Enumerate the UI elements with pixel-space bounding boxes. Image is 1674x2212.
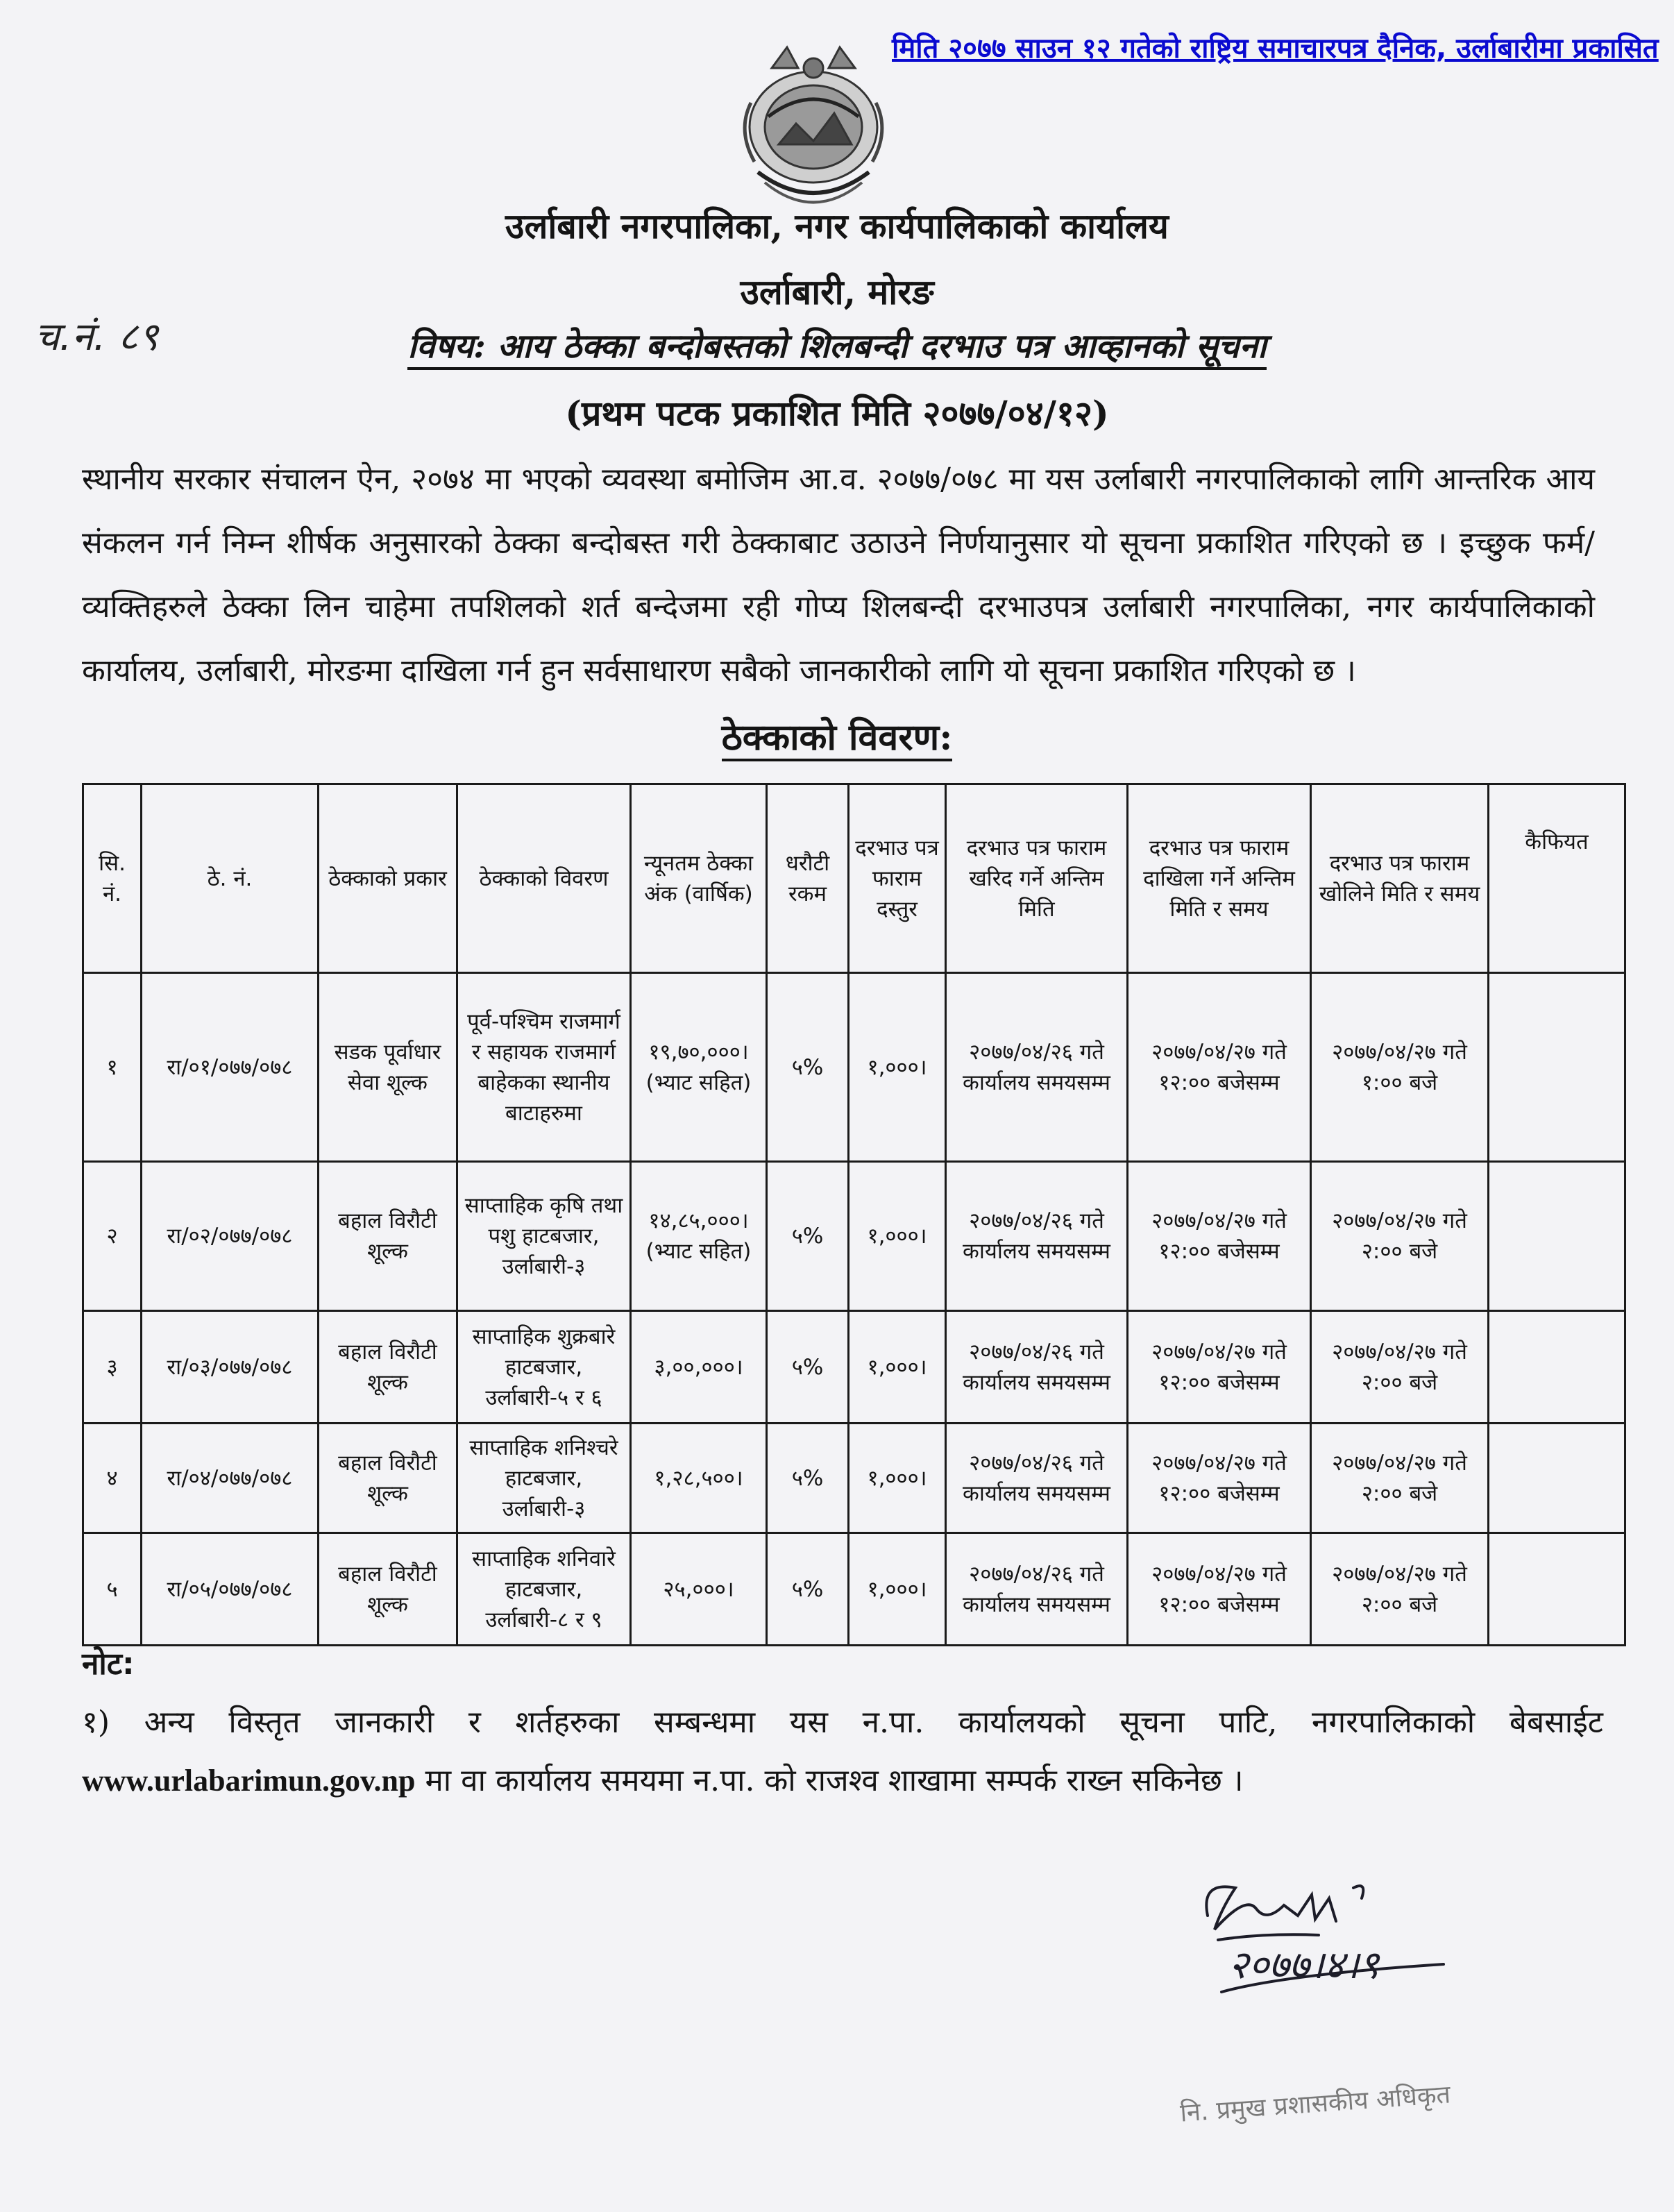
cell-submit-deadline: २०७७/०४/२७ गते १२:०० बजेसम्म — [1128, 973, 1311, 1162]
cell-opening-date: २०७७/०४/२७ गते २:०० बजे — [1311, 1162, 1489, 1311]
cell-contract-no: रा/०२/०७७/०७८ — [142, 1162, 319, 1311]
cell-type: सडक पूर्वाधार सेवा शूल्क — [319, 973, 457, 1162]
cell-remarks — [1489, 973, 1625, 1162]
cell-opening-date: २०७७/०४/२७ गते २:०० बजे — [1311, 1311, 1489, 1424]
publication-note: मिति २०७७ साउन १२ गतेको राष्ट्रिय समाचारपत्र दैनिक, उर्लाबारीमा प्रकासित — [892, 33, 1659, 65]
cell-opening-date: २०७७/०४/२७ गते २:०० बजे — [1311, 1533, 1489, 1646]
cell-sn: १ — [83, 973, 142, 1162]
cell-purchase-deadline: २०७७/०४/२६ गते कार्यालय समयसम्म — [946, 973, 1128, 1162]
cell-min-amount: ३,००,०००। — [631, 1311, 767, 1424]
cell-min-amount: १,२८,५००। — [631, 1424, 767, 1533]
contract-table — [82, 783, 1626, 1646]
cell-deposit: ५% — [767, 1424, 849, 1533]
signature-icon — [1180, 1867, 1471, 2020]
cell-sn: ५ — [83, 1533, 142, 1646]
table-title — [0, 711, 1674, 761]
cell-sn: ३ — [83, 1311, 142, 1424]
cell-contract-no: रा/०५/०७७/०७८ — [142, 1533, 319, 1646]
cell-submit-deadline: २०७७/०४/२७ गते १२:०० बजेसम्म — [1128, 1311, 1311, 1424]
office-name: उर्लाबारी नगरपालिका, नगर कार्यपालिकाको कार्यालय — [505, 205, 1169, 246]
col-header-type: ठेक्काको प्रकार — [319, 784, 457, 973]
cell-type: बहाल विरौटी शूल्क — [319, 1424, 457, 1533]
cell-type: बहाल विरौटी शूल्क — [319, 1533, 457, 1646]
cell-submit-deadline: २०७७/०४/२७ गते १२:०० बजेसम्म — [1128, 1533, 1311, 1646]
cell-remarks — [1489, 1424, 1625, 1533]
cell-remarks — [1489, 1311, 1625, 1424]
cell-type: बहाल विरौटी शूल्क — [319, 1162, 457, 1311]
table-row — [83, 1162, 1625, 1311]
cell-deposit: ५% — [767, 1162, 849, 1311]
table-header-row — [83, 784, 1625, 973]
cell-submit-deadline: २०७७/०४/२७ गते १२:०० बजेसम्म — [1128, 1162, 1311, 1311]
cell-purchase-deadline: २०७७/०४/२६ गते कार्यालय समयसम्म — [946, 1311, 1128, 1424]
col-header-remarks: कैफियत — [1489, 784, 1625, 973]
handwritten-date: २०७७।४।९ — [1228, 1943, 1380, 1988]
cell-opening-date: २०७७/०४/२७ गते १:०० बजे — [1311, 973, 1489, 1162]
table-row — [83, 1424, 1625, 1533]
cell-description: साप्ताहिक शनिश्चरे हाटबजार, उर्लाबारी-३ — [457, 1424, 631, 1533]
note-number: १) — [82, 1705, 110, 1740]
cell-submit-deadline: २०७७/०४/२७ गते १२:०० बजेसम्म — [1128, 1424, 1311, 1533]
cell-contract-no: रा/०४/०७७/०७८ — [142, 1424, 319, 1533]
note-item — [82, 1694, 1603, 1810]
cell-sn: ४ — [83, 1424, 142, 1533]
cell-remarks — [1489, 1533, 1625, 1646]
cell-purchase-deadline: २०७७/०४/२६ गते कार्यालय समयसम्म — [946, 1533, 1128, 1646]
cell-form-fee: १,०००। — [849, 1533, 946, 1646]
col-header-purchase-deadline: दरभाउ पत्र फाराम खरिद गर्ने अन्तिम मिति — [946, 784, 1128, 973]
cell-deposit: ५% — [767, 1311, 849, 1424]
handwritten-reference: च.नं. ८९ — [35, 314, 159, 360]
office-place: उर्लाबारी, मोरङ — [740, 271, 934, 312]
cell-type: बहाल विरौटी शूल्क — [319, 1311, 457, 1424]
cell-opening-date: २०७७/०४/२७ गते २:०० बजे — [1311, 1424, 1489, 1533]
col-header-submit-deadline: दरभाउ पत्र फाराम दाखिला गर्ने अन्तिम मिति र समय — [1128, 784, 1311, 973]
col-header-min-amount: न्यूनतम ठेक्का अंक (वार्षिक) — [631, 784, 767, 973]
published-date: (प्रथम पटक प्रकाशित मिति २०७७/०४/१२) — [565, 393, 1109, 434]
cell-deposit: ५% — [767, 1533, 849, 1646]
subject-text: विषय: आय ठेक्का बन्दोबस्तको शिलबन्दी दरभाउ पत्र आव्हानको सूचना — [407, 327, 1266, 370]
col-header-sn: सि. नं. — [83, 784, 142, 973]
cell-contract-no: रा/०१/०७७/०७८ — [142, 973, 319, 1162]
cell-purchase-deadline: २०७७/०४/२६ गते कार्यालय समयसम्म — [946, 1162, 1128, 1311]
notice-subject — [0, 323, 1674, 368]
notice-body: स्थानीय सरकार संचालन ऐन, २०७४ मा भएको व्यवस्था बमोजिम आ.व. २०७७/०७८ मा यस उर्लाबारी नगरपालिकाको लागि आन्तरिक आय संकलन गर्न निम्न शीर्षक अनुसारको ठेक्का बन्दोबस्त गरी ठेक्काबाट उठाउने निर्णयानुसार यो सूचना प्रकाशित गरिएको छ । इच्छुक फर्म/व्यक्तिहरुले ठेक्का लिन चाहेमा तपशिलको शर्त बन्देजमा रही गोप्य शिलबन्दी दरभाउपत्र उर्लाबारी नगरपालिका, नगर कार्यपालिकाको कार्यालय, उर्लाबारी, मोरङमा दाखिला गर्न हुन सर्वसाधारण सबैको जानकारीको लागि यो सूचना प्रकाशित गरिएको छ । — [82, 462, 1595, 689]
website-link[interactable]: www.urlabarimun.gov.np — [82, 1764, 416, 1798]
cell-sn: २ — [83, 1162, 142, 1311]
cell-min-amount: २५,०००। — [631, 1533, 767, 1646]
table-row — [83, 973, 1625, 1162]
note-text-after: मा वा कार्यालय समयमा न.पा. को राजश्व शाखामा सम्पर्क राख्न सकिनेछ । — [425, 1763, 1244, 1798]
cell-description: साप्ताहिक कृषि तथा पशु हाटबजार, उर्लाबारी-३ — [457, 1162, 631, 1311]
table-row — [83, 1533, 1625, 1646]
cell-form-fee: १,०००। — [849, 1311, 946, 1424]
col-header-form-fee: दरभाउ पत्र फाराम दस्तुर — [849, 784, 946, 973]
col-header-deposit: धरौटी रकम — [767, 784, 849, 973]
cell-deposit: ५% — [767, 973, 849, 1162]
cell-description: साप्ताहिक शनिवारे हाटबजार, उर्लाबारी-८ र ९ — [457, 1533, 631, 1646]
cell-contract-no: रा/०३/०७७/०७८ — [142, 1311, 319, 1424]
cell-description: साप्ताहिक शुक्रबारे हाटबजार, उर्लाबारी-५ र ६ — [457, 1311, 631, 1424]
col-header-contract-no: ठे. नं. — [142, 784, 319, 973]
cell-form-fee: १,०००। — [849, 1424, 946, 1533]
table-title-text: ठेक्काको विवरण: — [722, 716, 953, 761]
col-header-description: ठेक्काको विवरण — [457, 784, 631, 973]
cell-min-amount: १४,८५,०००। (भ्याट सहित) — [631, 1162, 767, 1311]
note-text-before: अन्य विस्तृत जानकारी र शर्तहरुका सम्बन्धमा यस न.पा. कार्यालयको सूचना पाटि, नगरपालिकाको बेबसाईट — [144, 1705, 1603, 1740]
cell-form-fee: १,०००। — [849, 1162, 946, 1311]
col-header-opening-date: दरभाउ पत्र फाराम खोलिने मिति र समय — [1311, 784, 1489, 973]
table-row — [83, 1311, 1625, 1424]
nepal-emblem-icon — [730, 40, 897, 221]
cell-remarks — [1489, 1162, 1625, 1311]
cell-purchase-deadline: २०७७/०४/२६ गते कार्यालय समयसम्म — [946, 1424, 1128, 1533]
cell-form-fee: १,०००। — [849, 973, 946, 1162]
cell-min-amount: १९,७०,०००। (भ्याट सहित) — [631, 973, 767, 1162]
notes-title: नोट: — [82, 1646, 135, 1682]
cell-description: पूर्व-पश्चिम राजमार्ग र सहायक राजमार्ग बाहेकका स्थानीय बाटाहरुमा — [457, 973, 631, 1162]
officer-stamp: नि. प्रमुख प्रशासकीय अधिकृत — [1179, 2080, 1452, 2128]
